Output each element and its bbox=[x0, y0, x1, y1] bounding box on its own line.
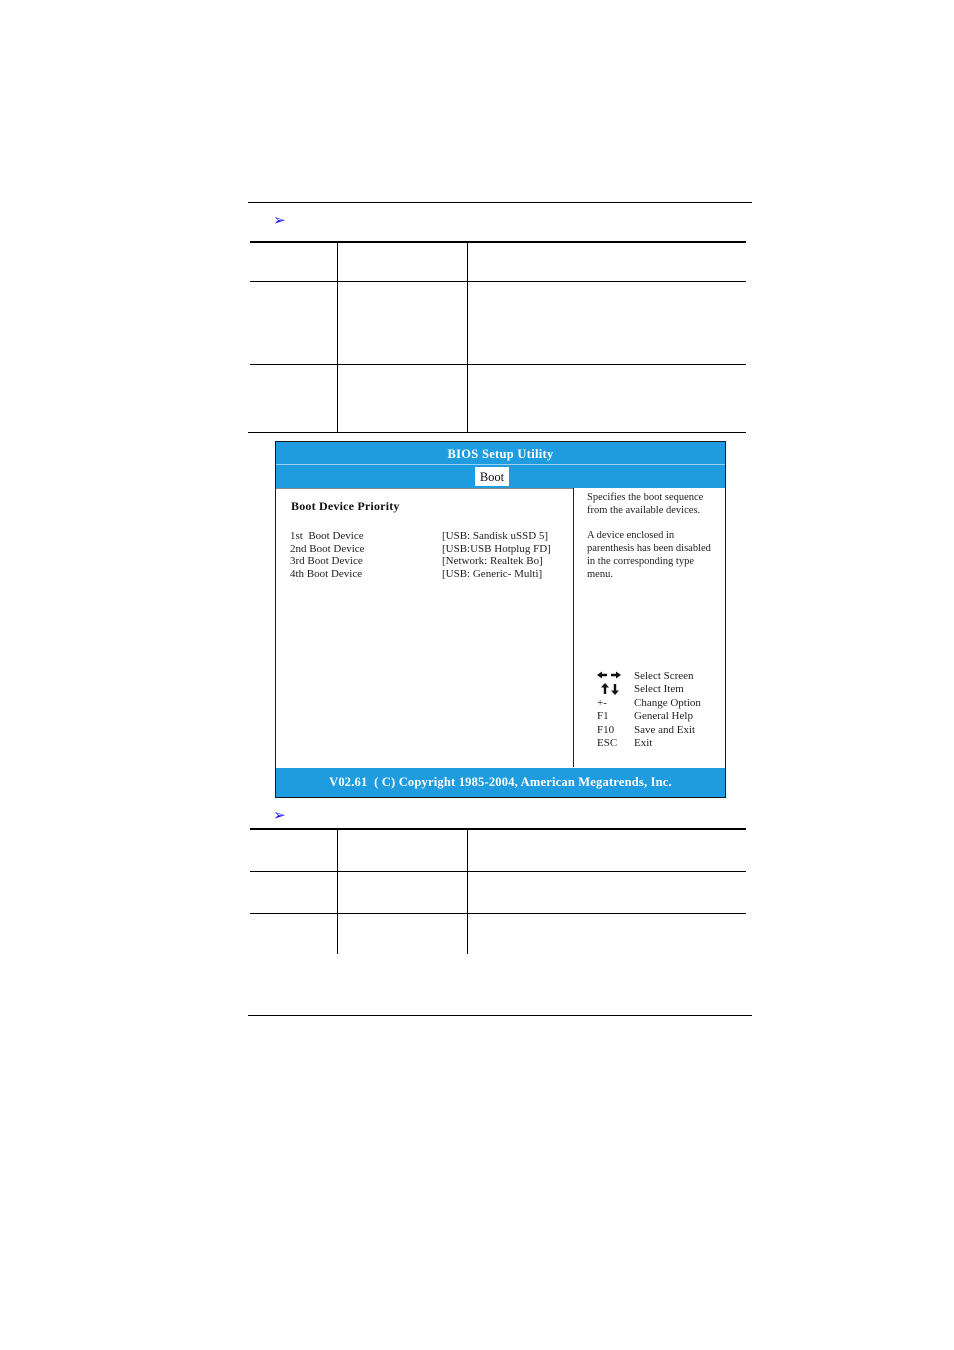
bios-setup-window bbox=[275, 441, 726, 798]
key-legend-select-screen bbox=[597, 670, 717, 683]
boot-device-row-1[interactable] bbox=[290, 530, 568, 543]
key-label: ESC bbox=[597, 737, 618, 749]
section-title: Boot Device Priority bbox=[291, 499, 400, 513]
boot-device-value[interactable]: [Network: Realtek Bo] bbox=[442, 555, 543, 567]
page-top-rule bbox=[248, 202, 752, 203]
help-panel bbox=[587, 492, 717, 594]
help-text: Specifies the boot sequence from the available devices. bbox=[587, 492, 704, 516]
boot-device-value[interactable]: [USB: Sandisk uSSD 5] bbox=[442, 530, 549, 542]
key-legend-save-exit bbox=[597, 724, 717, 737]
key-description: Save and Exit bbox=[634, 724, 696, 736]
key-label: +- bbox=[597, 697, 607, 709]
boot-device-label: 1st Boot Device bbox=[290, 530, 364, 542]
key-label: F1 bbox=[597, 710, 609, 722]
key-description: Select Screen bbox=[634, 670, 694, 682]
boot-device-label: 4th Boot Device bbox=[290, 568, 363, 580]
boot-device-value[interactable]: [USB: Generic- Multi] bbox=[442, 568, 543, 580]
key-label: F10 bbox=[597, 724, 615, 736]
key-description: General Help bbox=[634, 710, 693, 722]
boot-device-row-3[interactable] bbox=[290, 555, 568, 568]
up-down-arrows-icon bbox=[597, 683, 627, 698]
help-text: A device enclosed in parenthesis has been disabled in the corresponding type menu. bbox=[587, 530, 711, 580]
page-bottom-rule bbox=[248, 1015, 752, 1016]
bios-title-bar: BIOS Setup Utility bbox=[276, 442, 725, 464]
boot-device-value[interactable]: [USB:USB Hotplug FD] bbox=[442, 543, 551, 555]
left-right-arrows-icon bbox=[597, 670, 627, 683]
key-description: Select Item bbox=[634, 683, 684, 695]
key-legend-general-help bbox=[597, 710, 717, 723]
bullet-arrow-icon: ➢ bbox=[273, 808, 286, 824]
boot-priority-panel bbox=[276, 488, 574, 767]
boot-device-row-4[interactable] bbox=[290, 568, 568, 581]
tab-boot[interactable]: Boot bbox=[475, 467, 509, 486]
key-legend-change-option bbox=[597, 697, 717, 710]
bullet-arrow-icon: ➢ bbox=[273, 213, 286, 229]
bios-copyright-footer: V02.61 ( C) Copyright 1985-2004, American Megatrends, Inc. bbox=[276, 768, 725, 797]
key-legend-exit bbox=[597, 737, 717, 750]
key-description: Change Option bbox=[634, 697, 701, 709]
boot-device-label: 3rd Boot Device bbox=[290, 555, 363, 567]
bios-tab-bar bbox=[276, 464, 725, 488]
boot-device-label: 2nd Boot Device bbox=[290, 543, 365, 555]
key-description: Exit bbox=[634, 737, 653, 749]
key-legend-select-item bbox=[597, 683, 717, 696]
